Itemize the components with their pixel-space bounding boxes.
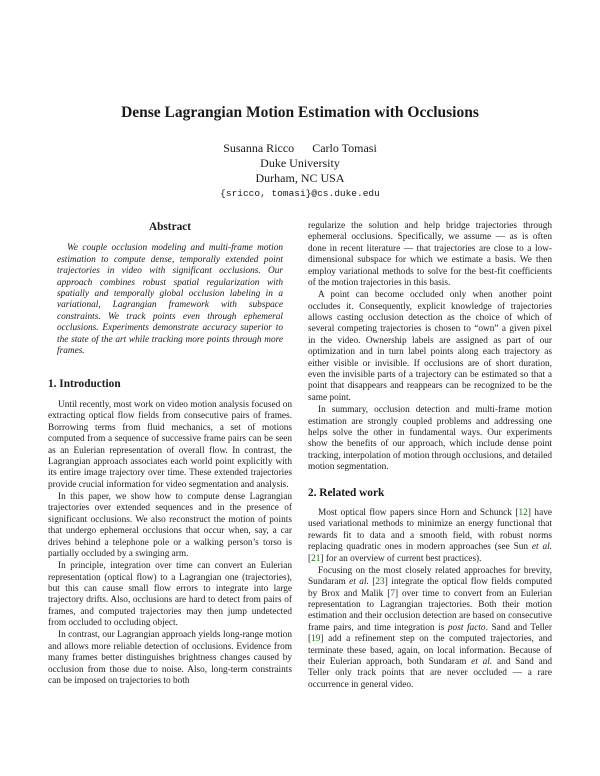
abstract-text: We couple occlusion modeling and multi-frame motion estimation to compute dense, temporally extended point trajectories in video with significant occlusions. Our approach combines robust spatial regularization with spatially and temporally global occlusion labeling in a variational, Lagrangian framework with subspace constraints. We track points even through ephemeral occlusions. Experiments demonstrate accuracy superior to the state of the art while tracking more points through more frames. (57, 243, 283, 357)
citation[interactable]: 23 (375, 577, 385, 588)
citation[interactable]: 7 (390, 588, 395, 599)
paragraph: Until recently, most work on video motion analysis focused on extracting optical flow fields from consecutive pairs of frames. Borrowing terms from fluid mechanics, a set of motions computed from a sequence of successive frame pairs can be seen as an Eulerian representation of overall flow. In contrast, the Lagrangian approach associates each world point explicitly with its entire image trajectory over time. These extended trajectories provide crucial information for video segmentation and analysis. (48, 399, 292, 490)
citation[interactable]: 19 (311, 634, 321, 645)
paragraph (308, 508, 552, 565)
text-run: ] integrate the optical flow fields computed by Brox and Malik [ (308, 577, 552, 599)
paragraph: In contrast, our Lagrangian approach yields long-range motion and allows more reliable detection of occlusions. Evidence from many frames better distinguishes brightness changes caused by occlusion from those due to noise. Also, long-term constraints can be imposed on trajectories to both (48, 630, 292, 687)
text-run: Focusing on the most closely related approaches for brevity, Sundaram (308, 565, 552, 588)
section-heading: 2. Related work (308, 486, 385, 499)
citation[interactable]: 21 (311, 553, 321, 564)
text-run: et al. (349, 577, 369, 588)
text-run: post facto (447, 622, 486, 633)
section-heading: 1. Introduction (48, 378, 121, 391)
paragraph: In this paper, we show how to compute dense Lagrangian trajectories over extended sequences and in the presence of significant occlusions. We also reconstruct the motion of points that undergo ephemeral occlusions that occur when, say, a car drives behind a telephone pole or a walking person’s torso is partially occluded by a swinging arm. (48, 491, 292, 559)
text-run: ] over time to convert from an Eulerian representation to Lagrangian trajectories. Both their motion estimation and their occlusion detection are based on consecutive frame pairs, and time integration is (308, 588, 552, 633)
paper-title: Dense Lagrangian Motion Estimation with Occlusions (121, 104, 479, 121)
abstract-heading: Abstract (148, 221, 192, 233)
text-run: et al. (531, 542, 553, 553)
author-name: Carlo Tomasi (312, 141, 377, 155)
paragraph: regularize the solution and help bridge trajectories through ephemeral occlusions. Specifically, we assume — as is often done in recent literature — that trajectories are close to a low-dimensional subspace for which we estimate a basis. We then employ variational methods to solve for the best-fit coefficients of the motion trajectories in this basis. (308, 221, 552, 289)
text-run: ] have used variational methods to minimize an energy functional that rewards fit to data and a smooth field, with robust norms replacing quadratic ones in modern approaches (see Sun (308, 507, 552, 553)
author-names (0, 141, 600, 156)
text-run: [ (308, 553, 312, 564)
affiliation: Duke University (260, 156, 340, 170)
left-column (48, 222, 292, 688)
paragraph: In principle, integration over time can convert an Eulerian representation (optical flow) to a Lagrangian one (trajectories), but this can cause small flow errors to integrate into large trajectory drifts. Also, occlusions are hard to detect from pairs of frames, and computed trajectories may then jump undetected from occluded to occluding object. (48, 561, 292, 629)
author-name: Susanna Ricco (223, 141, 295, 155)
paragraph: In summary, occlusion detection and multi-frame motion estimation are strongly coupled problems and addressing one helps solve the other in fundamental ways. Our experiments show the benefits of our approach, which include dense point tracking, interpolation of motion through occlusions, and detailed motion segmentation. (308, 405, 552, 473)
text-run: [ (368, 577, 376, 588)
location: Durham, NC USA (255, 171, 345, 185)
text-run: . Sand and Teller [ (308, 622, 552, 645)
paragraph: A point can become occluded only when another point occludes it. Consequently, explicit knowledge of trajectories allows casting occlusion detection as the choice of which of several competing trajectories is chosen to “own” a given pixel in the video. Ownership labels are assigned as part of our optimization and in turn label points along each trajectory as either visible or invisible. If occlusions are of short duration, even the invisible parts of a trajectory can be estimated so that a point that disappears and reappears can be recognized to be the same point. (308, 290, 552, 403)
paragraph (308, 566, 552, 691)
text-run: and Sand and Teller only track points that are never occluded — a rare occurrence in general video. (308, 657, 552, 690)
author-block (0, 141, 600, 201)
abstract (48, 243, 292, 357)
text-run: ] for an overview of current best practices). (320, 553, 482, 564)
text-run: et al. (471, 657, 493, 668)
email: {sricco, tomasi}@cs.duke.edu (220, 188, 380, 199)
text-run: Most optical flow papers since Horn and Schunck [ (318, 507, 519, 518)
citation[interactable]: 12 (518, 507, 528, 518)
text-run: ] add a refinement step on the computed trajectories, and terminate these based, again, on local information. Because of their Eulerian approach, both Sundaram (308, 634, 552, 668)
right-column (308, 221, 552, 692)
